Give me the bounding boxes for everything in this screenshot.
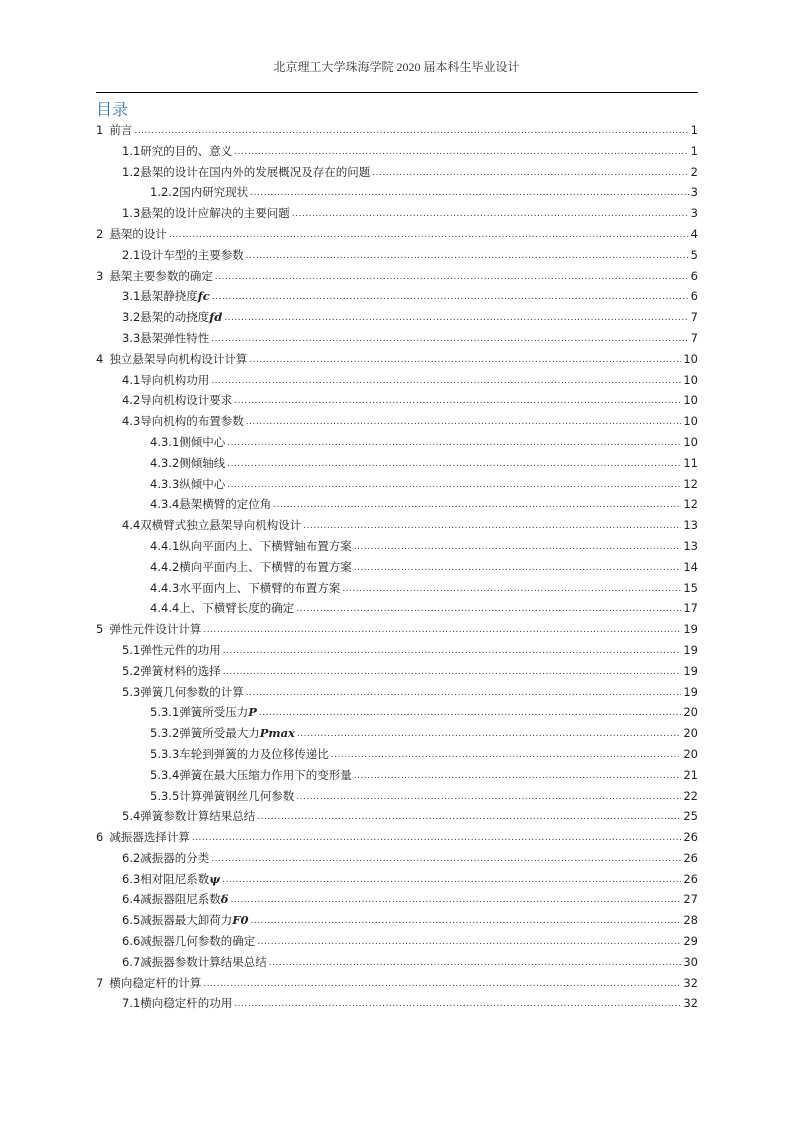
- toc-entry-title: 减振器阻尼系数: [140, 892, 221, 907]
- toc-entry-number: 3.2: [122, 310, 141, 325]
- toc-entry-number: 2: [96, 226, 104, 241]
- toc-entry[interactable]: [96, 494, 698, 515]
- toc-dot-leader: [354, 764, 682, 787]
- toc-entry-title: 横向稳定杆的功用: [140, 996, 233, 1011]
- toc-entry-title: 悬架弹性特性: [140, 330, 210, 345]
- toc-page-number: 27: [683, 892, 698, 907]
- toc-entry-number: 4.3.3: [150, 476, 180, 491]
- table-of-contents: [96, 120, 698, 1014]
- toc-entry-title: 悬架横臂的定位角: [179, 497, 272, 512]
- toc-entry-number: 4.3.1: [150, 434, 180, 449]
- toc-dot-leader: [223, 639, 682, 662]
- toc-entry-number: 5.3.4: [150, 767, 180, 782]
- toc-entry-number: 4.4: [122, 518, 141, 533]
- toc-entry-number: 5: [96, 622, 104, 637]
- toc-entry-number: 5.4: [122, 809, 141, 824]
- toc-entry[interactable]: [96, 411, 698, 432]
- toc-entry-title: 导向机构的布置参数: [140, 414, 244, 429]
- toc-dot-leader: [331, 743, 682, 766]
- toc-page-number: 13: [683, 518, 698, 533]
- toc-page-number: 1: [690, 123, 698, 137]
- toc-dot-leader: [227, 473, 681, 496]
- toc-entry-number: 6.7: [122, 954, 141, 969]
- toc-page-number: 20: [683, 746, 698, 761]
- toc-dot-leader: [169, 223, 689, 246]
- toc-entry-title: 车轮到弹簧的力及位移传递比: [179, 746, 329, 761]
- toc-entry-symbol: δ: [220, 892, 229, 907]
- toc-entry-number: 4: [96, 351, 104, 366]
- toc-entry-title: 侧倾轴线: [179, 455, 226, 470]
- toc-entry-number: 7: [96, 975, 104, 990]
- toc-dot-leader: [212, 285, 689, 308]
- toc-page-number: 7: [690, 330, 698, 345]
- toc-dot-leader: [246, 244, 689, 267]
- toc-entry-title: 减振器最大卸荷力: [140, 913, 233, 928]
- toc-entry-number: 6.6: [122, 934, 141, 949]
- toc-dot-leader: [227, 431, 681, 454]
- toc-entry[interactable]: [96, 723, 698, 744]
- toc-entry[interactable]: [96, 557, 698, 578]
- toc-entry[interactable]: [96, 120, 698, 141]
- toc-entry-title: 悬架静挠度: [140, 289, 198, 304]
- toc-entry[interactable]: [96, 266, 698, 287]
- toc-entry-number: 4.3: [122, 414, 141, 429]
- toc-page-number: 12: [683, 497, 698, 512]
- toc-entry-number: 1.1: [122, 143, 141, 158]
- toc-entry-number: 3.1: [122, 289, 141, 304]
- toc-entry[interactable]: [96, 702, 698, 723]
- toc-entry[interactable]: [96, 286, 698, 307]
- toc-dot-leader: [203, 618, 681, 641]
- toc-dot-leader: [134, 119, 688, 142]
- toc-entry-title: 侧倾中心: [179, 434, 226, 449]
- toc-entry[interactable]: [96, 224, 698, 245]
- toc-entry[interactable]: [96, 640, 698, 661]
- toc-entry-title: 减振器的分类: [140, 850, 210, 865]
- toc-entry-symbol: Pmax: [259, 726, 295, 741]
- toc-entry[interactable]: [96, 744, 698, 765]
- toc-entry-title: 弹簧所受最大力: [179, 726, 260, 741]
- toc-entry[interactable]: [96, 661, 698, 682]
- toc-entry-symbol: P: [248, 705, 257, 720]
- toc-entry-title: 弹簧材料的选择: [140, 663, 221, 678]
- toc-entry[interactable]: [96, 765, 698, 786]
- toc-entry[interactable]: [96, 307, 698, 328]
- toc-entry-title: 纵倾中心: [179, 476, 226, 491]
- toc-dot-leader: [227, 452, 681, 475]
- toc-page-number: 28: [683, 913, 698, 928]
- toc-dot-leader: [257, 805, 681, 828]
- toc-page-number: 10: [683, 434, 698, 449]
- toc-page-number: 29: [683, 934, 698, 949]
- toc-page-number: 1: [690, 143, 698, 158]
- toc-entry-number: 6.5: [122, 913, 141, 928]
- toc-dot-leader: [246, 410, 682, 433]
- toc-page-number: 6: [690, 268, 698, 283]
- toc-page-number: 20: [683, 705, 698, 720]
- toc-entry[interactable]: [96, 578, 698, 599]
- toc-entry-title: 国内研究现状: [179, 185, 249, 200]
- toc-entry-number: 1: [96, 123, 104, 137]
- toc-entry[interactable]: [96, 598, 698, 619]
- toc-page-number: 14: [683, 559, 698, 574]
- toc-entry-title: 横向平面内上、下横臂的布置方案: [179, 559, 352, 574]
- toc-dot-leader: [269, 951, 682, 974]
- toc-page-number: 32: [683, 996, 698, 1011]
- toc-entry-number: 4.4.2: [150, 559, 180, 574]
- toc-dot-leader: [222, 868, 681, 891]
- toc-entry-number: 6.4: [122, 892, 141, 907]
- toc-page-number: 30: [683, 954, 698, 969]
- toc-dot-leader: [230, 888, 681, 911]
- toc-page-number: 26: [683, 850, 698, 865]
- toc-entry-number: 4.2: [122, 393, 141, 408]
- toc-dot-leader: [211, 327, 688, 350]
- toc-entry-number: 5.3: [122, 684, 141, 699]
- toc-entry-title: 水平面内上、下横臂的布置方案: [179, 580, 341, 595]
- toc-entry[interactable]: [96, 203, 698, 224]
- toc-dot-leader: [259, 701, 681, 724]
- page-header: 北京理工大学珠海学院 2020 届本科生毕业设计: [273, 60, 520, 74]
- toc-entry-title: 前言: [109, 123, 133, 137]
- toc-entry[interactable]: [96, 536, 698, 557]
- toc-entry[interactable]: [96, 141, 698, 162]
- toc-entry[interactable]: [96, 889, 698, 910]
- toc-entry-number: 7.1: [122, 996, 141, 1011]
- toc-page-number: 17: [683, 601, 698, 616]
- toc-entry[interactable]: [96, 349, 698, 370]
- toc-entry-number: 5.2: [122, 663, 141, 678]
- toc-entry-title: 横向稳定杆的计算: [109, 975, 202, 990]
- toc-entry-number: 1.2: [122, 164, 141, 179]
- toc-entry[interactable]: [96, 432, 698, 453]
- toc-page-number: 26: [683, 871, 698, 886]
- toc-page-number: 32: [683, 975, 698, 990]
- toc-entry-title: 弹性元件设计计算: [109, 622, 202, 637]
- toc-page-number: 19: [683, 622, 698, 637]
- toc-page-number: 10: [683, 393, 698, 408]
- toc-entry-title: 悬架的设计应解决的主要问题: [140, 206, 290, 221]
- toc-page-number: 12: [683, 476, 698, 491]
- toc-dot-leader: [192, 826, 682, 849]
- toc-entry-title: 弹簧参数计算结果总结: [140, 809, 256, 824]
- toc-page-number: 4: [690, 226, 698, 241]
- toc-entry-title: 双横臂式独立悬架导向机构设计: [140, 518, 302, 533]
- toc-entry-title: 导向机构功用: [140, 372, 210, 387]
- toc-page-number: 11: [683, 455, 698, 470]
- toc-entry-title: 独立悬架导向机构设计计算: [109, 351, 248, 366]
- toc-dot-leader: [257, 930, 681, 953]
- toc-dot-leader: [342, 577, 681, 600]
- toc-entry-number: 6.2: [122, 850, 141, 865]
- toc-entry-title: 设计车型的主要参数: [140, 247, 244, 262]
- toc-entry[interactable]: [96, 328, 698, 349]
- toc-entry-title: 上、下横臂长度的确定: [179, 601, 295, 616]
- toc-entry[interactable]: [96, 182, 698, 203]
- toc-entry[interactable]: [96, 848, 698, 869]
- toc-entry-symbol: fc: [197, 289, 210, 304]
- toc-dot-leader: [203, 972, 681, 995]
- toc-entry-title: 研究的目的、意义: [140, 143, 233, 158]
- toc-dot-leader: [223, 660, 682, 683]
- toc-entry-number: 4.4.4: [150, 601, 180, 616]
- toc-page-number: 20: [683, 726, 698, 741]
- toc-entry-title: 导向机构设计要求: [140, 393, 233, 408]
- toc-dot-leader: [246, 681, 682, 704]
- toc-dot-leader: [372, 161, 688, 184]
- toc-entry-title: 弹性元件的功用: [140, 642, 221, 657]
- toc-entry-number: 2.1: [122, 247, 141, 262]
- toc-entry[interactable]: [96, 619, 698, 640]
- toc-entry-number: 4.4.3: [150, 580, 180, 595]
- toc-entry-number: 5.3.3: [150, 746, 180, 761]
- toc-page-number: 22: [683, 788, 698, 803]
- toc-entry-number: 4.1: [122, 372, 141, 387]
- toc-dot-leader: [234, 389, 681, 412]
- toc-entry[interactable]: [96, 910, 698, 931]
- toc-dot-leader: [297, 722, 681, 745]
- toc-dot-leader: [292, 202, 689, 225]
- toc-dot-leader: [354, 535, 682, 558]
- toc-entry[interactable]: [96, 827, 698, 848]
- toc-page-number: 10: [683, 372, 698, 387]
- toc-dot-leader: [250, 181, 688, 204]
- toc-page-number: 26: [683, 830, 698, 845]
- toc-entry-number: 4.3.2: [150, 455, 180, 470]
- toc-entry-number: 4.3.4: [150, 497, 180, 512]
- toc-entry[interactable]: [96, 786, 698, 807]
- toc-page-number: 13: [683, 538, 698, 553]
- toc-entry-number: 1.3: [122, 206, 141, 221]
- toc-entry-title: 弹簧所受压力: [179, 705, 249, 720]
- toc-page-number: 21: [683, 767, 698, 782]
- toc-dot-leader: [234, 140, 688, 163]
- toc-entry[interactable]: [96, 993, 698, 1014]
- toc-entry-title: 弹簧几何参数的计算: [140, 684, 244, 699]
- toc-page-number: 19: [683, 663, 698, 678]
- toc-page-number: 6: [690, 289, 698, 304]
- toc-page-number: 10: [683, 414, 698, 429]
- toc-dot-leader: [215, 265, 689, 288]
- toc-entry-number: 5.3.5: [150, 788, 180, 803]
- toc-page-number: 7: [690, 310, 698, 325]
- toc-entry[interactable]: [96, 682, 698, 703]
- toc-entry-number: 4.4.1: [150, 538, 180, 553]
- toc-dot-leader: [296, 597, 681, 620]
- toc-entry[interactable]: [96, 453, 698, 474]
- toc-title: 目录: [96, 100, 129, 119]
- toc-entry-title: 相对阻尼系数: [140, 871, 210, 886]
- toc-entry[interactable]: [96, 973, 698, 994]
- toc-entry-title: 减振器选择计算: [109, 830, 190, 845]
- toc-dot-leader: [211, 847, 681, 870]
- toc-entry-number: 5.3.2: [150, 726, 180, 741]
- toc-entry-symbol: F0: [232, 913, 249, 928]
- toc-page-number: 19: [683, 642, 698, 657]
- toc-entry-title: 减振器几何参数的确定: [140, 934, 256, 949]
- toc-entry[interactable]: [96, 474, 698, 495]
- toc-entry[interactable]: [96, 162, 698, 183]
- toc-entry-title: 悬架的设计: [109, 226, 167, 241]
- toc-page-number: 3: [690, 185, 698, 200]
- toc-page-number: 3: [690, 206, 698, 221]
- toc-dot-leader: [249, 348, 681, 371]
- toc-entry[interactable]: [96, 952, 698, 973]
- toc-dot-leader: [296, 785, 681, 808]
- toc-dot-leader: [250, 909, 681, 932]
- toc-page-number: 2: [690, 164, 698, 179]
- toc-entry-title: 悬架主要参数的确定: [109, 268, 213, 283]
- toc-entry-symbol: fd: [209, 310, 223, 325]
- toc-entry-title: 计算弹簧钢丝几何参数: [179, 788, 295, 803]
- toc-entry-number: 6: [96, 830, 104, 845]
- toc-entry-number: 5.3.1: [150, 705, 180, 720]
- toc-dot-leader: [354, 556, 682, 579]
- toc-entry-title: 弹簧在最大压缩力作用下的变形量: [179, 767, 352, 782]
- toc-entry-number: 1.2.2: [150, 185, 180, 200]
- toc-page-number: 19: [683, 684, 698, 699]
- toc-entry-number: 3.3: [122, 330, 141, 345]
- toc-page-number: 25: [683, 809, 698, 824]
- toc-entry[interactable]: [96, 390, 698, 411]
- toc-entry-number: 6.3: [122, 871, 141, 886]
- toc-page-number: 5: [690, 247, 698, 262]
- toc-entry-title: 悬架的设计在国内外的发展概况及存在的问题: [140, 164, 371, 179]
- toc-entry-title: 减振器参数计算结果总结: [140, 954, 267, 969]
- toc-entry-title: 悬架的动挠度: [140, 310, 210, 325]
- toc-entry[interactable]: [96, 245, 698, 266]
- toc-entry[interactable]: [96, 515, 698, 536]
- toc-entry[interactable]: [96, 370, 698, 391]
- header-divider: [96, 92, 698, 93]
- toc-entry-number: 5.1: [122, 642, 141, 657]
- toc-entry[interactable]: [96, 869, 698, 890]
- toc-dot-leader: [224, 306, 688, 329]
- toc-page-number: 15: [683, 580, 698, 595]
- toc-entry-number: 3: [96, 268, 104, 283]
- toc-dot-leader: [211, 369, 681, 392]
- toc-entry-symbol: ψ: [209, 871, 221, 886]
- toc-entry-title: 纵向平面内上、下横臂轴布置方案: [179, 538, 352, 553]
- toc-dot-leader: [273, 493, 681, 516]
- toc-entry[interactable]: [96, 931, 698, 952]
- toc-dot-leader: [303, 514, 681, 537]
- toc-page-number: 10: [683, 351, 698, 366]
- toc-dot-leader: [234, 992, 681, 1015]
- toc-entry[interactable]: [96, 806, 698, 827]
